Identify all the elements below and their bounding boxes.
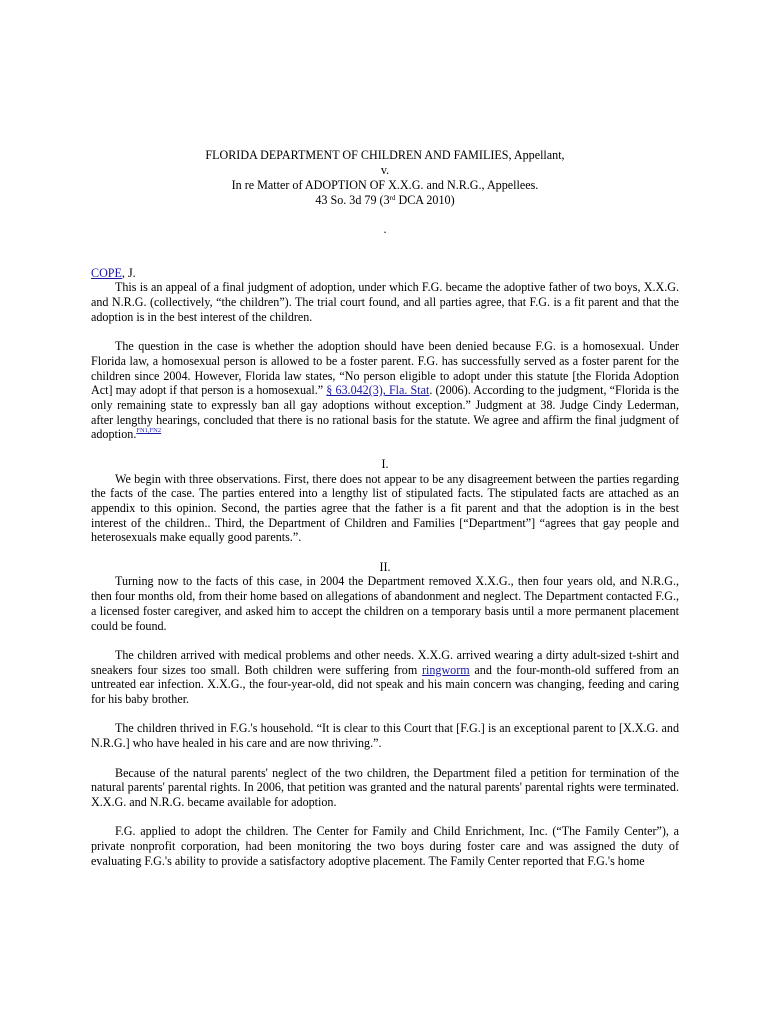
opinion-page <box>91 148 679 868</box>
paragraph-thrived: The children thrived in F.G.'s household. “It is clear to this Court that [F.G.] is an exceptional parent to [X.X.G. and N.R.G.] who have healed in his care and are now thriving.”. <box>91 721 679 751</box>
citation-line <box>91 193 679 208</box>
paragraph-question <box>91 339 679 442</box>
paragraph-observations: We begin with three observations. First, there does not appear to be any disagreement between the parties regarding the facts of the case. The parties entered into a lengthy list of stipulated facts. The stipulated facts are attached as an appendix to this opinion. Second, the parties agree that the father is a fit parent and that the adoption is in the best interest of the children.. Third, the Department of Children and Families [“Department”] “agrees that gay people and heterosexuals make equally good parents.”. <box>91 471 679 545</box>
judge-line <box>91 266 679 281</box>
case-caption <box>91 148 679 208</box>
paragraph-application: F.G. applied to adopt the children. The Center for Family and Child Enrichment, Inc. (“The Family Center”), a private nonprofit corporation, had been monitoring the two boys during foster care and was assigned the duty of evaluating F.G.'s ability to provide a satisfactory adoptive placement. The Family Center reported that F.G.'s home <box>91 824 679 868</box>
citation-suffix: DCA 2010) <box>395 193 455 207</box>
paragraph-termination: Because of the natural parents' neglect of the two children, the Department filed a petition for termination of the natural parents' parental rights. In 2006, that petition was granted and the natural parents' parental rights were terminated. X.X.G. and N.R.G. became available for adoption. <box>91 765 679 809</box>
judge-link[interactable]: COPE <box>91 265 122 280</box>
paragraph-arrival-text-b: and the four-month-old suffered from an untreated ear infection. X.X.G., the four-year-old, did not speak and his main concern was changing, feeding and caring for his baby brother. <box>91 662 679 707</box>
appellees-line: In re Matter of ADOPTION OF X.X.G. and N.R.G., Appellees. <box>231 178 539 192</box>
section-heading-1: I. <box>381 456 389 471</box>
statute-link[interactable]: § 63.042(3), Fla. Stat <box>326 383 430 398</box>
paragraph-question-text-b: . (2006). According to the judgment, “Florida is the only remaining state to expressly ban all gay adoptions without exception.” Judgment at 38. Judge Cindy Lederman, after lengthy hearings, concluded that there is no rational basis for the statute. We agree and affirm the final judgment of adoption. <box>91 383 679 442</box>
section-heading-2: II. <box>379 559 391 574</box>
judge-suffix: , J. <box>121 265 136 280</box>
paragraph-arrival-text-a: The children arrived with medical problems and other needs. X.X.G. arrived wearing a dirty adult-sized t-shirt and sneakers four sizes too small. Both children were suffering from <box>91 647 679 677</box>
ringworm-link[interactable]: ringworm <box>421 662 470 677</box>
paragraph-question-text-a: The question in the case is whether the adoption should have been denied because F.G. is a homosexual. Under Florida law, a homosexual person is allowed to be a foster parent. F.G. has successfully served as a foster parent for the children since 2004. However, Florida law states, “No person eligible to adopt under this statute [the Florida Adoption Act] may adopt if that person is a homosexual.” <box>91 339 679 398</box>
footnote-link[interactable]: FN1,FN2 <box>136 427 162 435</box>
paragraph-intro: This is an appeal of a final judgment of adoption, under which F.G. became the adoptive father of two boys, X.X.G. and N.R.G. (collectively, “the children”). The trial court found, and all parties agree, that F.G. is a fit parent and that the adoption is in the best interest of the children. <box>91 280 679 324</box>
appellant-line: FLORIDA DEPARTMENT OF CHILDREN AND FAMILIES, Appellant, <box>205 148 565 162</box>
paragraph-arrival <box>91 648 679 707</box>
paragraph-facts: Turning now to the facts of this case, in 2004 the Department removed X.X.G., then four years old, and N.R.G., then four months old, from their home based on allegations of abandonment and neglect. The Department contacted F.G., a licensed foster caregiver, and asked him to accept the children on a temporary basis until a more permanent placement could be found. <box>91 574 679 633</box>
citation-prefix: 43 So. 3d 79 (3 <box>315 193 390 207</box>
citation-ordinal: rd <box>389 194 396 202</box>
separator-dot: . <box>383 222 387 236</box>
versus-line: v. <box>380 163 390 177</box>
